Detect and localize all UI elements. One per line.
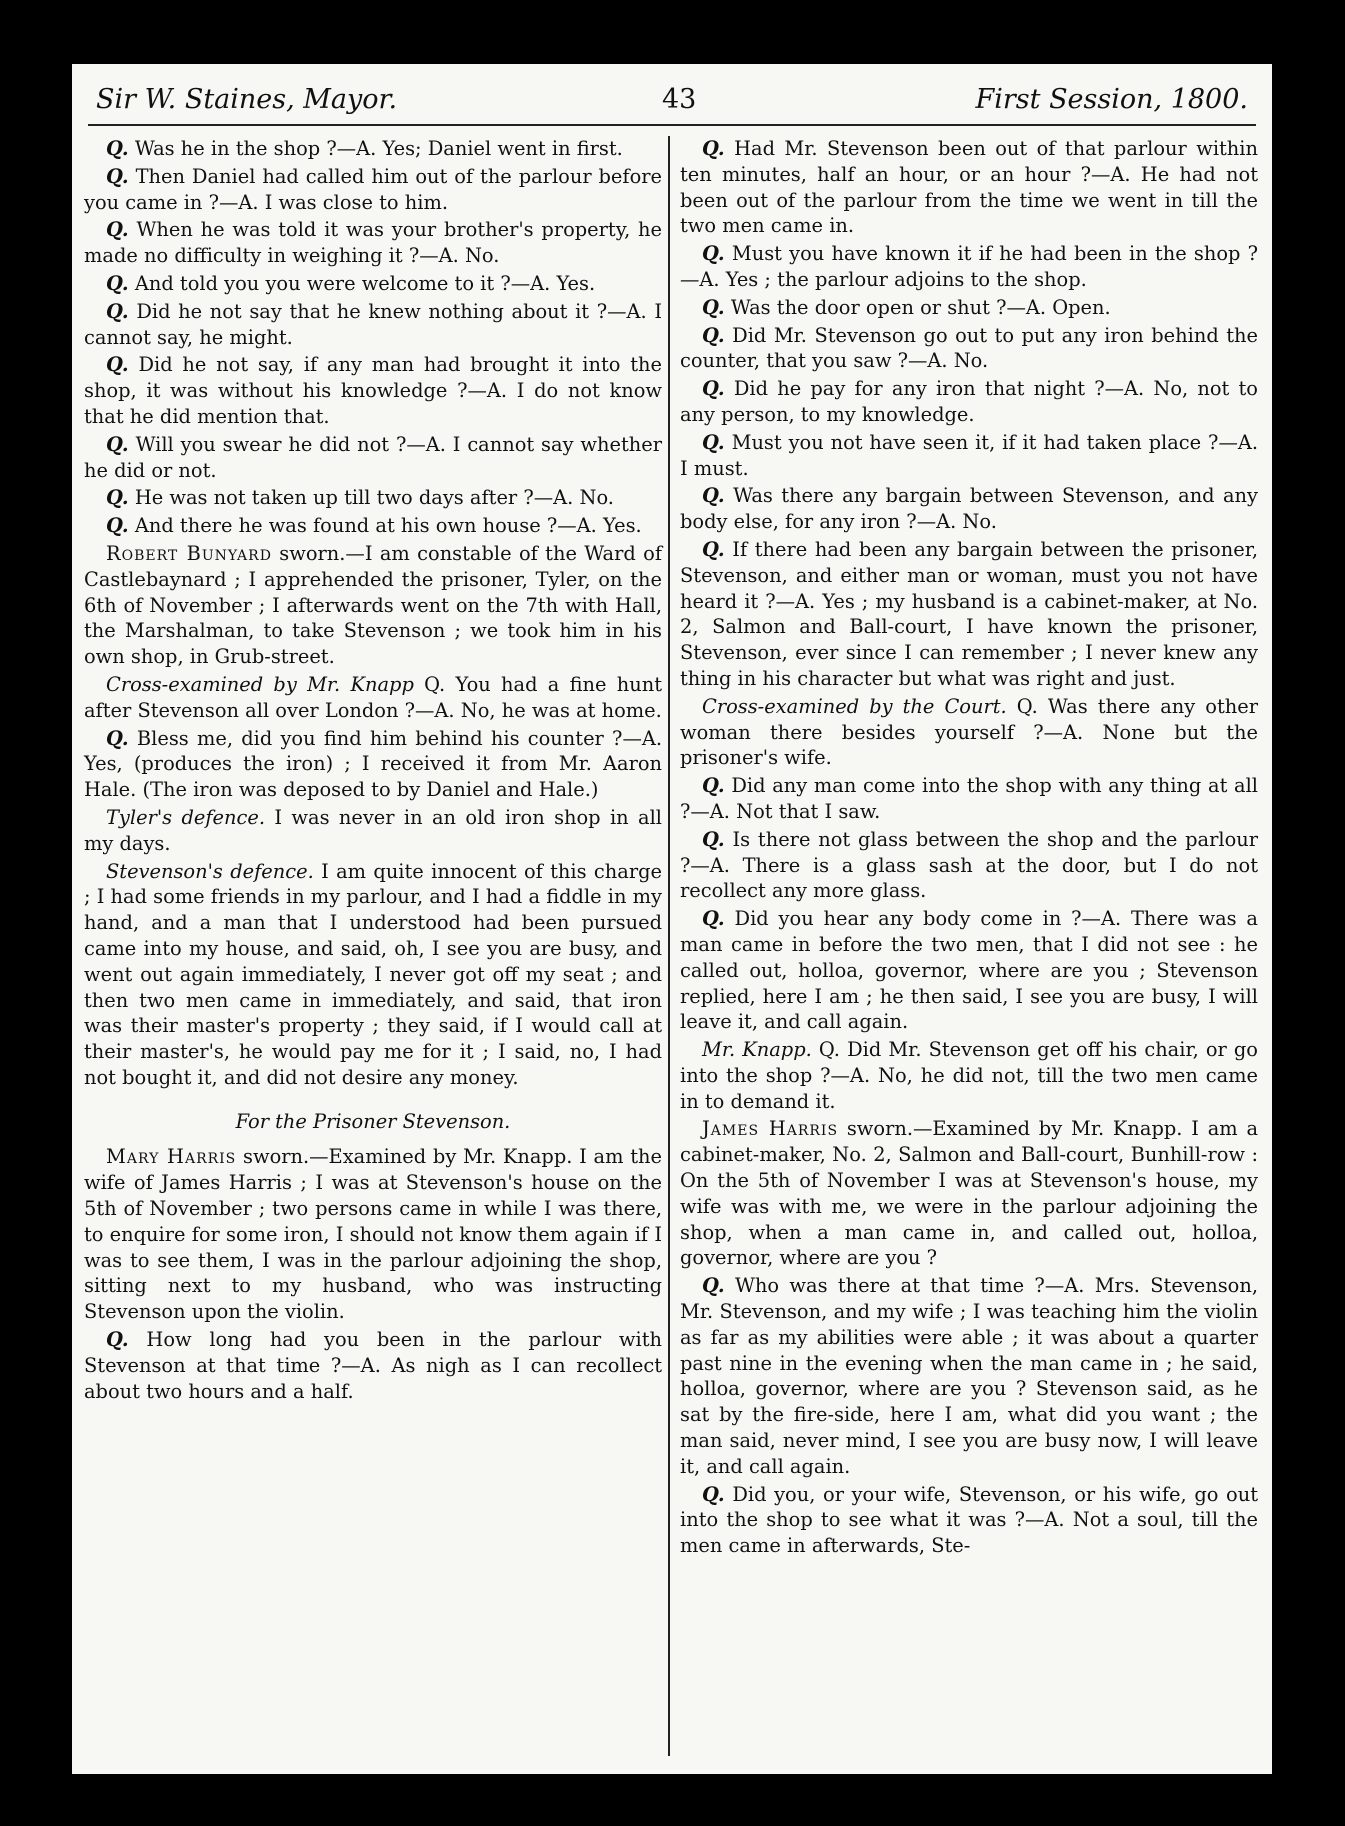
paragraph-text: Did any man come into the shop with any thing at all ?—A. Not that I saw. <box>680 774 1258 823</box>
paragraph-lead: Cross-examined by Mr. Knapp <box>106 672 414 696</box>
paragraph-lead: Q. <box>106 271 129 295</box>
paragraph-text: Is there not glass between the shop and the parlour ?—A. There is a glass sash at the door, but I do not recollect any more glass. <box>680 827 1258 903</box>
paragraph-text: For the Prisoner Stevenson. <box>235 1109 511 1133</box>
paragraph <box>84 432 662 484</box>
paragraph <box>680 376 1258 428</box>
paragraph-lead: Mr. Knapp. <box>702 1038 812 1062</box>
paragraph-text: Who was there at that time ?—A. Mrs. Stevenson, Mr. Stevenson, and my wife ; I was teaching him the violin as far as my abilities were able ; it was about a quarter past nine in the evening when the man came in ; he said, holloa, governor, where are you ? Stevenson said, as he sat by the fire-side, here I am, what did you want ; the man said, never mind, I see you are busy now, I will leave it, and call again. <box>680 1274 1258 1478</box>
section-heading <box>84 1109 662 1135</box>
paragraph <box>680 773 1258 825</box>
paragraph-lead: Q. <box>106 353 129 377</box>
paragraph <box>84 541 662 670</box>
paragraph <box>680 323 1258 375</box>
paragraph <box>84 299 662 351</box>
paragraph-lead: Q. <box>106 1328 129 1352</box>
paragraph <box>84 726 662 803</box>
paragraph-text: Did Mr. Stevenson go out to put any iron behind the counter, that you saw ?—A. No. <box>680 323 1258 373</box>
paragraph <box>680 694 1258 771</box>
paragraph-text: Was there any bargain between Stevenson, and any body else, for any iron ?—A. No. <box>680 484 1258 534</box>
paragraph-text: Did you, or your wife, Stevenson, or his wife, go out into the shop to see what it was ?—A. Not a soul, till the men came in afterwards, Ste- <box>680 1482 1258 1558</box>
paragraph-lead: Q. <box>106 218 129 242</box>
paragraph-lead: Q. <box>106 299 129 323</box>
paragraph <box>84 271 662 297</box>
paragraph <box>680 241 1258 293</box>
paragraph-text: I am quite innocent of this charge ; I had some friends in my parlour, and I had a fiddle in my hand, and a man that I understood had been pursued came into my house, and said, oh, I see you are busy, and went out again immediately, I never got off my seat ; and then two men came in immediately, and said, that iron was their master's property ; they said, if I would call at their master's, he would pay me for it ; I said, no, I had not bought it, and did not desire any money. <box>84 859 662 1089</box>
paragraph-lead: Q. <box>702 377 725 401</box>
paragraph <box>84 217 662 269</box>
paragraph <box>680 1037 1258 1114</box>
right-column <box>680 136 1258 1561</box>
paragraph <box>84 136 662 162</box>
paragraph-text: Then Daniel had called him out of the parlour before you came in ?—A. I was close to him. <box>84 164 662 214</box>
paragraph <box>680 1273 1258 1479</box>
paragraph <box>680 295 1258 321</box>
paragraph <box>84 352 662 429</box>
paragraph <box>84 859 662 1091</box>
paragraph-text: sworn.—Examined by Mr. Knapp. I am a cabinet-maker, No. 2, Salmon and Ball-court, Bunhill-row : On the 5th of November I was at Stevenson's house, my wife was with me, we were in the parlour adjoining the shop, when a man came in, and called out, holloa, governor, where are you ? <box>680 1117 1259 1270</box>
paragraph-lead: Q. <box>702 907 725 931</box>
page-number: 43 <box>662 84 697 115</box>
paragraph-text: Was the door open or shut ?—A. Open. <box>724 295 1111 319</box>
paragraph <box>680 483 1258 535</box>
paragraph-text: sworn.—I am constable of the Ward of Castlebaynard ; I apprehended the prisoner, Tyler, on the 6th of November ; I afterwards went on the 7th with Hall, the Marshalman, to take Stevenson ; we took him in his own shop, in Grub-street. <box>84 541 662 669</box>
paragraph <box>680 1482 1258 1559</box>
paragraph-text: And there he was found at his own house ?—A. Yes. <box>128 514 642 538</box>
paragraph-text: Will you swear he did not ?—A. I cannot say whether he did or not. <box>84 432 662 482</box>
running-header <box>88 80 1256 126</box>
paragraph <box>680 136 1258 239</box>
paragraph-text: sworn.—Examined by Mr. Knapp. I am the wife of James Harris ; I was at Stevenson's house on the 5th of November ; two persons came in while I was there, to enquire for some iron, I should not know them again if I was to see them, I was in the parlour adjoining the shop, sitting next to my husband, who was instructing Stevenson upon the violin. <box>84 1145 662 1324</box>
paragraph-lead: Q. <box>702 1274 725 1298</box>
paragraph <box>680 827 1258 904</box>
paragraph <box>84 1144 662 1325</box>
paragraph <box>680 906 1258 1035</box>
paragraph-text: And told you you were welcome to it ?—A. Yes. <box>128 271 596 295</box>
paragraph-text: How long had you been in the parlour with Stevenson at that time ?—A. As nigh as I can recollect about two hours and a half. <box>84 1328 662 1403</box>
paragraph-text: Was he in the shop ?—A. Yes; Daniel went in first. <box>128 137 623 160</box>
paragraph <box>84 513 662 539</box>
paragraph-text: Q. You had a fine hunt after Stevenson all over London ?—A. No, he was at home. <box>84 672 663 722</box>
paragraph-lead: Q. <box>106 514 129 538</box>
paragraph <box>680 430 1258 482</box>
paragraph-lead: Cross-examined by the Court. <box>702 694 1007 718</box>
paragraph <box>84 164 662 216</box>
left-column <box>84 136 662 1406</box>
paragraph-lead: Q. <box>106 726 129 750</box>
paragraph-lead: Q. <box>106 432 129 456</box>
paragraph-text: When he was told it was your brother's property, he made no difficulty in weighing it ?—A. No. <box>84 218 662 268</box>
paragraph-text: Q. Did Mr. Stevenson get off his chair, or go into the shop ?—A. No, he did not, till the two men came in to demand it. <box>680 1038 1258 1113</box>
header-left: Sir W. Staines, Mayor. <box>96 84 398 115</box>
paragraph-lead: Q. <box>702 774 725 798</box>
paragraph-lead: Q. <box>702 430 725 454</box>
paragraph <box>680 1116 1258 1271</box>
paragraph-lead: Q. <box>702 537 725 561</box>
paragraph-text: Had Mr. Stevenson been out of that parlour within ten minutes, half an hour, or an hour ?—A. He had not been out of the parlour from the time we went in till the two men came in. <box>680 137 1258 238</box>
paragraph <box>84 672 662 724</box>
paragraph-lead: Robert Bunyard <box>106 541 272 565</box>
paragraph <box>84 485 662 511</box>
paragraph-lead: Mary Harris <box>106 1145 237 1169</box>
paragraph-lead: Tyler's defence. <box>106 805 266 829</box>
paragraph-lead: Stevenson's defence. <box>106 859 314 883</box>
header-right: First Session, 1800. <box>975 84 1248 115</box>
paragraph-lead: Q. <box>702 137 725 160</box>
paragraph-lead: Q. <box>702 827 725 851</box>
paragraph <box>680 537 1258 692</box>
column-divider <box>668 136 670 1756</box>
document-page <box>72 64 1272 1774</box>
paragraph-text: Q. Was there any other woman there besides yourself ?—A. None but the prisoner's wife. <box>680 694 1259 770</box>
paragraph-text: He was not taken up till two days after ?—A. No. <box>128 486 614 510</box>
paragraph <box>84 1327 662 1404</box>
paragraph-text: Must you not have seen it, if it had taken place ?—A. I must. <box>680 430 1258 480</box>
paragraph-lead: Q. <box>106 164 129 188</box>
paragraph-lead: Q. <box>702 242 725 266</box>
paragraph-text: Did he not say, if any man had brought it into the shop, it was without his knowledge ?—A. I do not know that he did mention that. <box>84 353 662 428</box>
paragraph-text: Did you hear any body come in ?—A. There was a man came in before the two men, that I did not see : he called out, holloa, governor, where are you ; Stevenson replied, here I am ; he then said, I see you are busy, I will leave it, and call again. <box>680 907 1258 1034</box>
paragraph-lead: James Harris <box>702 1117 839 1141</box>
paragraph-lead: Q. <box>702 484 725 508</box>
paragraph-lead: Q. <box>106 137 129 160</box>
paragraph-lead: Q. <box>702 323 725 347</box>
paragraph-text: Did he pay for any iron that night ?—A. No, not to any person, to my knowledge. <box>680 377 1258 426</box>
paragraph-text: Bless me, did you find him behind his counter ?—A. Yes, (produces the iron) ; I received it from Mr. Aaron Hale. (The iron was deposed to by Daniel and Hale.) <box>84 726 662 802</box>
paragraph-lead: Q. <box>702 295 725 319</box>
paragraph-text: Must you have known it if he had been in the shop ?—A. Yes ; the parlour adjoins to the shop. <box>680 242 1258 291</box>
paragraph-lead: Q. <box>106 486 129 510</box>
paragraph <box>84 805 662 857</box>
paragraph-text: If there had been any bargain between the prisoner, Stevenson, and either man or woman, must you not have heard it ?—A. Yes ; my husband is a cabinet-maker, at No. 2, Salmon and Ball-court, I have known the prisoner, Stevenson, ever since I can remember ; I never knew any thing in his character but what was right and just. <box>680 537 1258 690</box>
paragraph-text: I was never in an old iron shop in all my days. <box>84 805 662 855</box>
paragraph-lead: Q. <box>702 1482 725 1506</box>
paragraph-text: Did he not say that he knew nothing about it ?—A. I cannot say, he might. <box>84 299 662 349</box>
